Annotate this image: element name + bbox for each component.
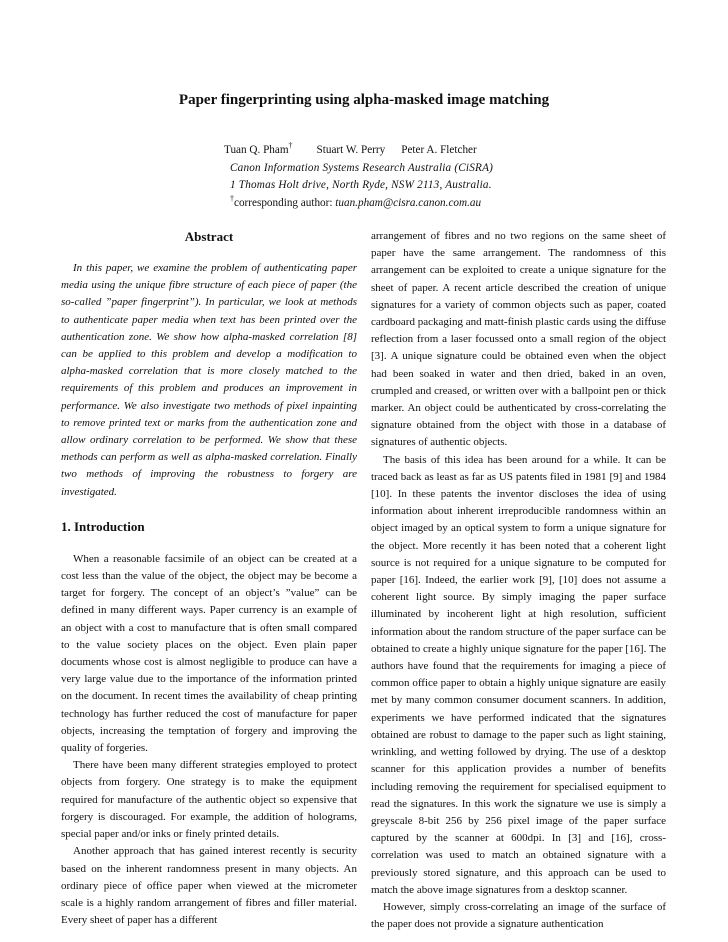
- introduction-heading: 1. Introduction: [61, 518, 145, 534]
- author-name-1: Tuan Q. Pham†: [224, 141, 293, 156]
- body-paragraph: However, simply cross-correlating an image of the surface of the paper does not provide a signature authentication: [371, 900, 666, 931]
- intro-paragraph: When a reasonable facsimile of an object can be created at a cost less than the value of the object, the object may be become a target for forgery. The concept of an object’s ”value” can be defined in many different ways. Paper currency is an example of an object with a cost to manufacture that is often small compared to the value society places on the object. Even plain paper documents whose cost is almost negligible to produce can have a very large value due to the importance of the information printed on the document. In recent times the availability of cheap printing technology has further reduced the cost of manufacture for paper objects, increasing the temptation of forgery and improving the quality of forgeries.: [61, 552, 357, 755]
- dagger-mark: †: [288, 141, 293, 150]
- dagger-mark: †: [230, 193, 234, 203]
- abstract-heading: Abstract: [184, 229, 234, 244]
- address: 1 Thomas Holt drive, North Ryde, NSW 2113, Australia.: [230, 179, 492, 191]
- affiliation: Canon Information Systems Research Australia (CiSRA): [230, 161, 494, 174]
- right-column: [371, 228, 666, 933]
- body-paragraph: The basis of this idea has been around for a while. It can be traced back as least as far as US patents filed in 1981 [9] and 1984 [10]. In these patents the inventor discloses the idea of using information about inherent irreproducible randomness within an object imaged by an optical system to form a unique signature for the object. More recently it has been noted that a coherent light source is not required for a unique signature to be computed for paper [16]. Indeed, the earlier work [9], [10] does not assume a coherent light source. By simply imaging the paper surface illuminated by incoherent light at high resolution, sufficient information about the random structure of the paper surface can be obtained to create a highly unique signature for the paper [16]. The authors have found that the requirements for imaging a piece of common office paper to obtain a highly unique signature are easily met by many common consumer document scanners. In addition, experiments we have performed indicated that the signatures obtained are robust to damage to the paper such as light staining, wrinkling, and wetting followed by drying. The use of a desktop scanner for this application provides a number of benefits including removing the requirement for specialised equipment to read the signatures. In this work the signature we use is simply a greyscale 8-bit 256 by 256 pixel image of the paper surface captured by the scanner at 600dpi. In [3] and [16], cross-correlation was used to match an obtained signature with a previously stored signature, and this approach can be used to match the above image signatures from a desktop scanner.: [371, 453, 666, 896]
- left-column: [61, 228, 357, 929]
- author-block: [224, 142, 544, 212]
- paper-title: Paper fingerprinting using alpha-masked image matching: [178, 92, 550, 108]
- intro-paragraph: Another approach that has gained interest recently is security based on the inherent randomness present in many objects. An ordinary piece of office paper when viewed at the micrometer scale is a highly random arrangement of fibres and filler material. Every sheet of paper has a different: [61, 845, 357, 927]
- author-names: [224, 142, 544, 160]
- corresponding-author: [224, 195, 544, 213]
- body-paragraph: arrangement of fibres and no two regions on the same sheet of paper have the same arrangement. The randomness of this arrangement can be exploited to create a unique signature for the sheet of paper. A recent article described the creation of unique signatures for a variety of common objects such as paper, coated cardboard packaging and matt-finish plastic cards using the diffuse reflection from a laser focussed onto a small region of the object [3]. A unique signature could be obtained even when the object had been soaked in water and then dried, baked in an oven, crumpled and creased, or written over with a ballpoint pen or thick marker. An object could be authenticated by cross-correlating the signature obtained from the object with those in a database of signatures of authentic objects.: [371, 230, 666, 449]
- corresponding-label: corresponding author:: [234, 196, 333, 209]
- author-email: tuan.pham@cisra.canon.com.au: [335, 196, 482, 209]
- abstract-text: In this paper, we examine the problem of authenticating paper media using the unique fibre structure of each piece of paper (the so-called ”paper fingerprint”). In particular, we look at methods to authenticate paper media when text has been printed over the authentication zone. We show how alpha-masked correlation [8] can be applied to this problem and develop a modification to alpha-masked correlation that is more closely matched to the requirements of this problem and produces an improvement in performance. We also investigate two methods of pixel inpainting to remove printed text or marks from the authentication zone and allow ordinary correlation to be performed. We show that these methods can perform as well as alpha-masked correlation. Finally two methods of improving the robustness to forgery are investigated.: [61, 262, 357, 498]
- author-name-3: Peter A. Fletcher: [401, 144, 477, 156]
- author-name-2: Stuart W. Perry: [316, 144, 386, 156]
- intro-paragraph: There have been many different strategies employed to protect objects from forgery. One strategy is to make the equipment required for manufacture of the authentic object so expensive that forgery is discouraged. For example, the addition of holograms, special paper and/or inks or finely printed details.: [61, 759, 357, 841]
